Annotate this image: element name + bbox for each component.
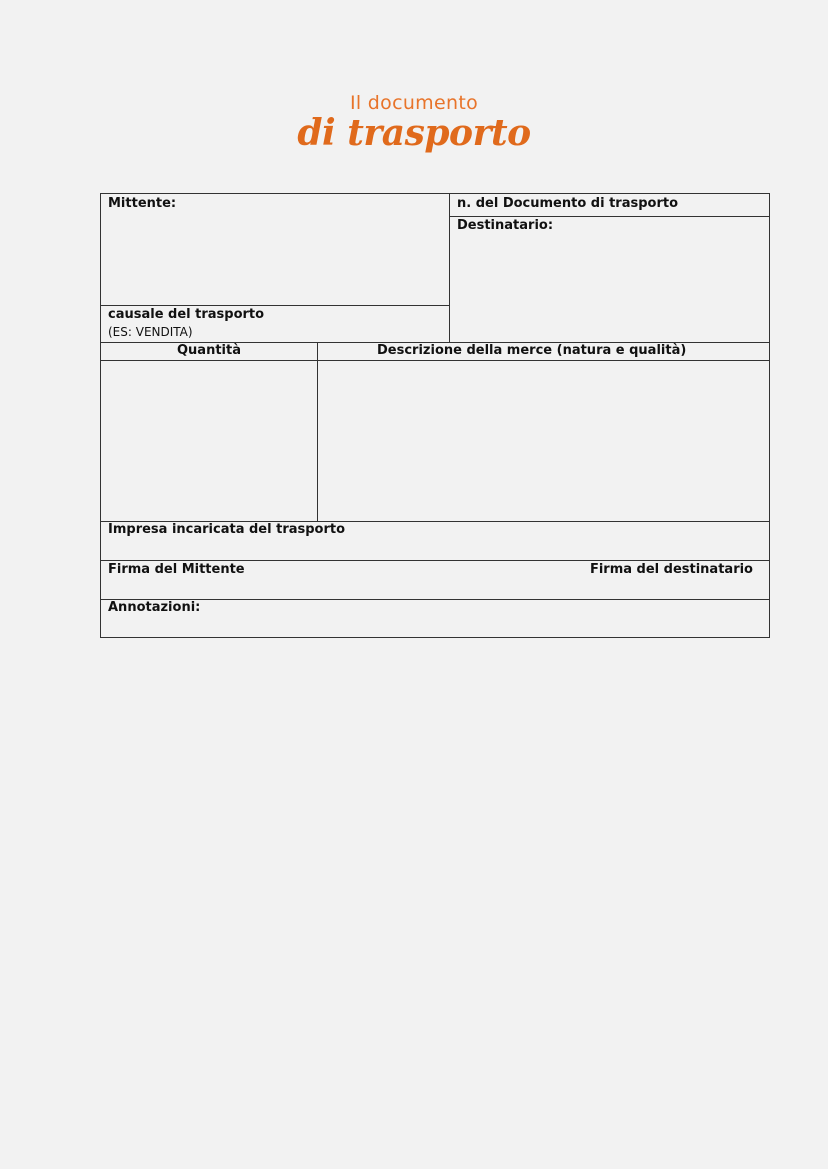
title-line-2: di trasporto: [297, 112, 531, 154]
firme-row: [101, 561, 770, 599]
title-line-1: Il documento: [349, 92, 478, 114]
descrizione-header: Descrizione della merce (natura e qualità): [377, 343, 687, 358]
descrizione-field[interactable]: [318, 361, 770, 521]
numero-documento-field[interactable]: [450, 194, 770, 216]
firma-destinatario-label: Firma del destinatario: [589, 562, 753, 577]
numero-documento-label: n. del Documento di trasporto: [457, 196, 679, 211]
impresa-field[interactable]: [101, 522, 770, 560]
causale-label: causale del trasporto: [108, 307, 265, 322]
quantita-header-cell: [101, 343, 317, 360]
transport-document-form: [100, 193, 770, 638]
annotazioni-field[interactable]: [101, 600, 770, 638]
mittente-field[interactable]: [101, 194, 449, 305]
annotazioni-label: Annotazioni:: [108, 600, 201, 615]
causale-hint: (ES: VENDITA): [108, 325, 193, 339]
destinatario-label: Destinatario:: [457, 218, 554, 233]
quantita-header: Quantità: [177, 343, 241, 358]
firma-mittente-label: Firma del Mittente: [108, 562, 245, 577]
causale-field[interactable]: [101, 306, 449, 342]
descrizione-header-cell: [318, 343, 770, 360]
destinatario-field[interactable]: [450, 217, 770, 342]
quantita-field[interactable]: [101, 361, 317, 521]
impresa-label: Impresa incaricata del trasporto: [108, 522, 346, 537]
mittente-label: Mittente:: [108, 196, 177, 211]
